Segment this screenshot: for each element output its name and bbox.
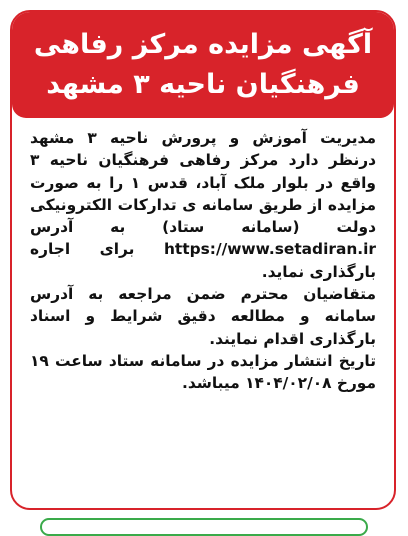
ad-paragraph-1: [30, 127, 376, 283]
ad-title-line-1: آگهی مزایده مرکز رفاهی: [33, 29, 373, 60]
setadiran-url-link[interactable]: https://www.setadiran.ir: [163, 240, 376, 259]
ad-header-banner: [12, 12, 394, 118]
ad-paragraph-3: تاریخ انتشار مزایده در سامانه ستاد ساعت ۱۹ مورخ ۱۴۰۴/۰۲/۰۸ میباشد.: [30, 351, 376, 393]
paragraph-1-text: مدیریت آموزش و پرورش ناحیه ۳ مشهد درنظر دارد مرکز رفاهی فرهنگیان ناحیه ۳ واقع در بلوار ملک آباد، قدس ۱ را به صورت مزایده از طریق سامانه ی تدارکات الکترونیکی دولت (سامانه ستاد) به آدرس: [30, 129, 376, 237]
ad-body: [12, 118, 394, 395]
next-ad-border-strip: [40, 518, 368, 536]
ad-title-line-2: فرهنگیان ناحیه ۳ مشهد: [46, 69, 360, 100]
auction-ad-box: [10, 10, 396, 510]
paragraph-1-ending: برای اجاره بارگذاری نماید.: [30, 240, 376, 281]
ad-paragraph-2: متقاضیان محترم ضمن مراجعه به آدرس سامانه و مطالعه دقیق شرایط و اسناد بارگذاری اقدام نمایند.: [30, 285, 376, 348]
